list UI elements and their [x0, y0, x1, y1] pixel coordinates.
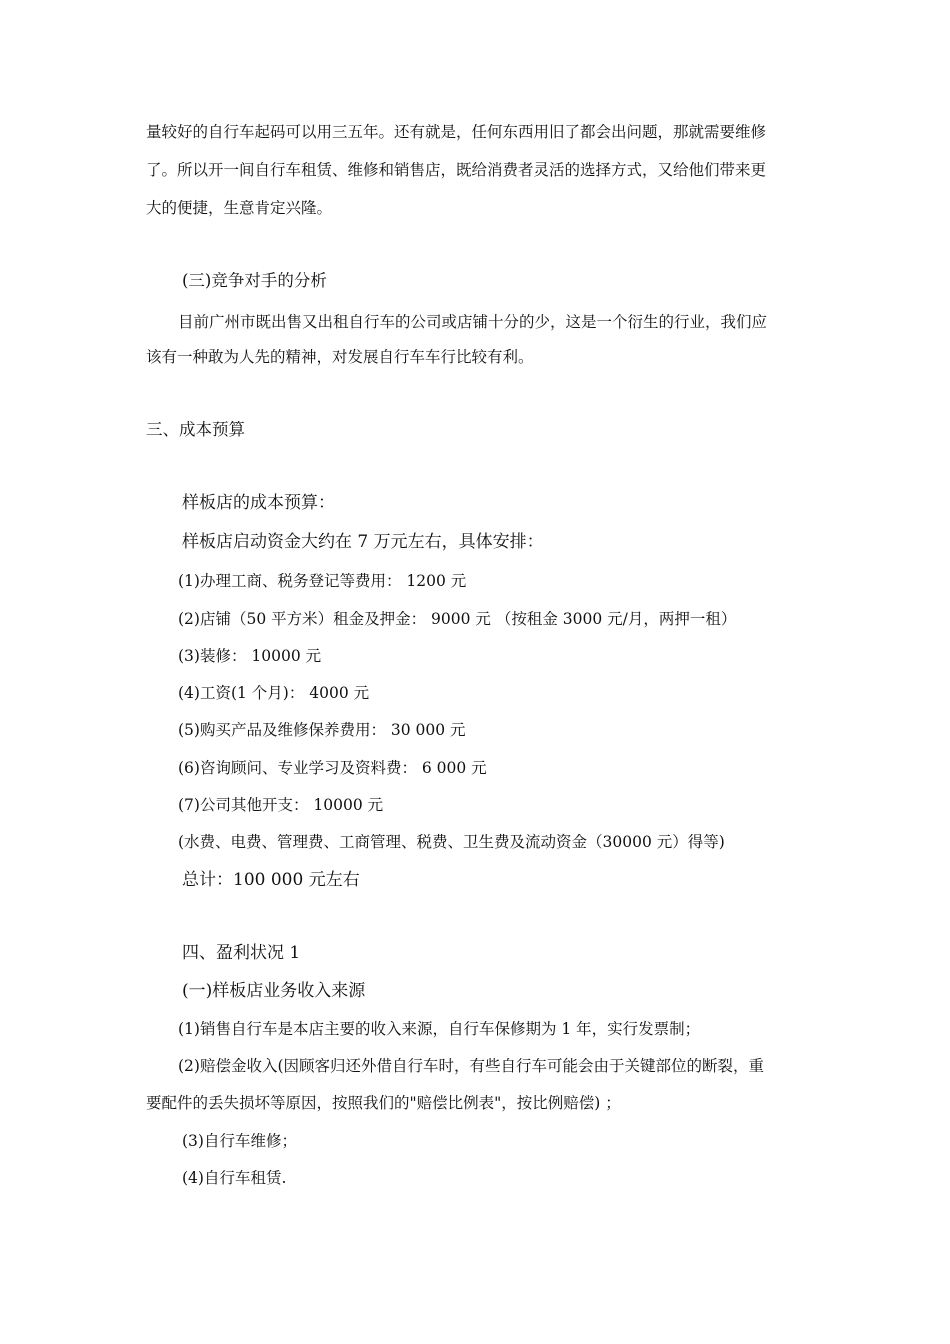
cost-note: (水费、电费、管理费、工商管理、税费、卫生费及流动资金（30000 元）得等)	[178, 833, 725, 851]
intro-line-2: 了。所以开一间自行车租赁、维修和销售店，既给消费者灵活的选择方式，又给他们带来更	[146, 161, 767, 179]
cost-item: (6)咨询顾问、专业学习及资料费： 6 000 元	[178, 759, 487, 777]
competition-line-1: 目前广州市既出售又出租自行车的公司或店铺十分的少，这是一个衍生的行业，我们应	[178, 313, 768, 331]
intro-line-3: 大的便捷，生意肯定兴隆。	[146, 199, 333, 217]
profit-item-3: (3)自行车维修；	[182, 1132, 297, 1150]
cost-item: (2)店铺（50 平方米）租金及押金： 9000 元 （按租金 3000 元/月，两押一租）	[178, 610, 737, 628]
profit-item-2-line-2: 要配件的丢失损坏等原因，按照我们的"赔偿比例表"，按比例赔偿) ；	[146, 1094, 621, 1112]
cost-intro: 样板店启动资金大约在 7 万元左右，具体安排：	[182, 532, 544, 552]
cost-item: (7)公司其他开支： 10000 元	[178, 796, 384, 814]
cost-item: (1)办理工商、税务登记等费用： 1200 元	[178, 572, 467, 590]
profit-subheading: (一)样板店业务收入来源	[182, 981, 366, 1001]
competition-line-2: 该有一种敢为人先的精神，对发展自行车车行比较有利。	[146, 348, 534, 366]
cost-total: 总计：100 000 元左右	[182, 870, 360, 890]
intro-line-1: 量较好的自行车起码可以用三五年。还有就是，任何东西用旧了都会出问题，那就需要维修	[146, 123, 767, 141]
cost-item: (3)装修： 10000 元	[178, 647, 322, 665]
profit-item-1: (1)销售自行车是本店主要的收入来源，自行车保修期为 1 年，实行发票制；	[178, 1020, 701, 1038]
cost-item: (5)购买产品及维修保养费用： 30 000 元	[178, 721, 466, 739]
competition-heading: (三)竞争对手的分析	[182, 271, 327, 290]
profit-heading: 四、盈利状况 1	[182, 943, 301, 963]
cost-item: (4)工资(1 个月)： 4000 元	[178, 684, 370, 702]
profit-item-4: (4)自行车租赁.	[182, 1169, 287, 1187]
cost-subheading: 样板店的成本预算：	[182, 493, 335, 513]
profit-item-2-line-1: (2)赔偿金收入(因顾客归还外借自行车时，有些自行车可能会由于关键部位的断裂，重	[178, 1057, 765, 1075]
cost-heading: 三、成本预算	[146, 420, 245, 439]
